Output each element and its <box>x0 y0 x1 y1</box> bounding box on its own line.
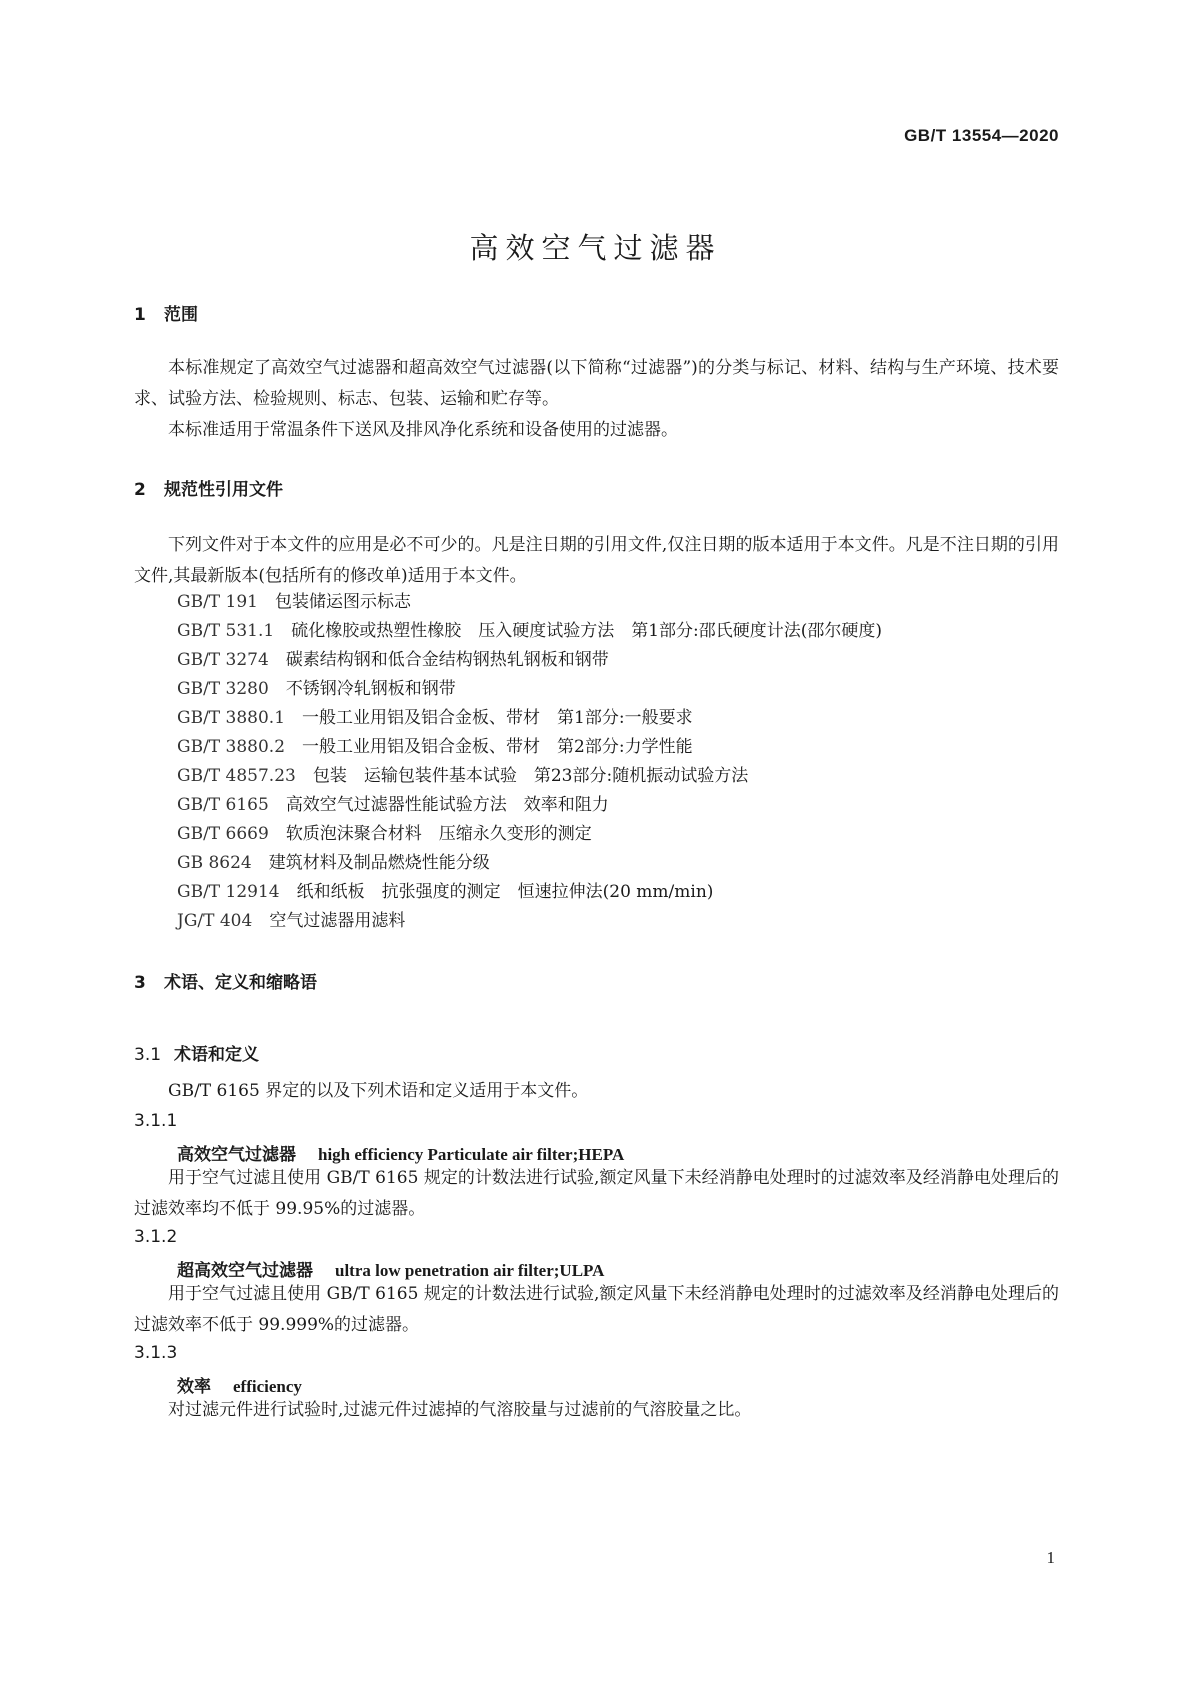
term-heading: 效率 efficiency <box>177 1377 302 1397</box>
term-number: 3.1.3 <box>134 1343 178 1363</box>
term-heading: 超高效空气过滤器 ultra low penetration air filter;ULPA <box>177 1261 605 1281</box>
section-3-1-intro: GB/T 6165 界定的以及下列术语和定义适用于本文件。 <box>168 1081 589 1101</box>
section-3-heading: 3 术语、定义和缩略语 <box>134 973 317 993</box>
section-1-para-2: 本标准适用于常温条件下送风及排风净化系统和设备使用的过滤器。 <box>168 420 678 440</box>
term-number: 3.1.2 <box>134 1227 178 1247</box>
reference-item: GB/T 3880.2 一般工业用铝及铝合金板、带材 第2部分:力学性能 <box>177 737 693 757</box>
page-number: 1 <box>1046 1548 1055 1567</box>
reference-item: GB/T 3880.1 一般工业用铝及铝合金板、带材 第1部分:一般要求 <box>177 708 693 728</box>
standard-code: GB/T 13554—2020 <box>904 126 1059 145</box>
term-heading: 高效空气过滤器 high efficiency Particulate air filter;HEPA <box>177 1145 625 1165</box>
section-2-heading: 2 规范性引用文件 <box>134 480 283 500</box>
section-1-heading: 1 范围 <box>134 305 198 325</box>
section-2-intro: 下列文件对于本文件的应用是必不可少的。凡是注日期的引用文件,仅注日期的版本适用于本文件。凡是不注日期的引用文件,其最新版本(包括所有的修改单)适用于本文件。 <box>134 535 1059 586</box>
term-number: 3.1.1 <box>134 1111 178 1131</box>
reference-item: GB/T 6669 软质泡沫聚合材料 压缩永久变形的测定 <box>177 824 592 844</box>
reference-item: GB 8624 建筑材料及制品燃烧性能分级 <box>177 853 490 873</box>
reference-item: GB/T 191 包装储运图示标志 <box>177 592 411 612</box>
reference-item: GB/T 6165 高效空气过滤器性能试验方法 效率和阻力 <box>177 795 609 815</box>
term-definition: 用于空气过滤且使用 GB/T 6165 规定的计数法进行试验,额定风量下未经消静电处理时的过滤效率及经消静电处理后的过滤效率不低于 99.999%的过滤器。 <box>134 1284 1059 1335</box>
term-definition: 对过滤元件进行试验时,过滤元件过滤掉的气溶胶量与过滤前的气溶胶量之比。 <box>168 1400 752 1420</box>
reference-item: GB/T 531.1 硫化橡胶或热塑性橡胶 压入硬度试验方法 第1部分:邵氏硬度计法(邵尔硬度) <box>177 621 883 641</box>
section-3-1-heading: 3.1 术语和定义 <box>134 1045 259 1065</box>
reference-item: GB/T 4857.23 包装 运输包装件基本试验 第23部分:随机振动试验方法 <box>177 766 749 786</box>
reference-item: GB/T 3280 不锈钢冷轧钢板和钢带 <box>177 679 456 699</box>
term-definition: 用于空气过滤且使用 GB/T 6165 规定的计数法进行试验,额定风量下未经消静电处理时的过滤效率及经消静电处理后的过滤效率均不低于 99.95%的过滤器。 <box>134 1168 1059 1219</box>
reference-item: JG/T 404 空气过滤器用滤料 <box>177 911 406 931</box>
reference-item: GB/T 3274 碳素结构钢和低合金结构钢热轧钢板和钢带 <box>177 650 609 670</box>
document-title: 高效空气过滤器 <box>469 231 722 265</box>
reference-item: GB/T 12914 纸和纸板 抗张强度的测定 恒速拉伸法(20 mm/min) <box>177 882 714 902</box>
section-1-para-1: 本标准规定了高效空气过滤器和超高效空气过滤器(以下简称“过滤器”)的分类与标记、材料、结构与生产环境、技术要求、试验方法、检验规则、标志、包装、运输和贮存等。 <box>134 358 1059 409</box>
